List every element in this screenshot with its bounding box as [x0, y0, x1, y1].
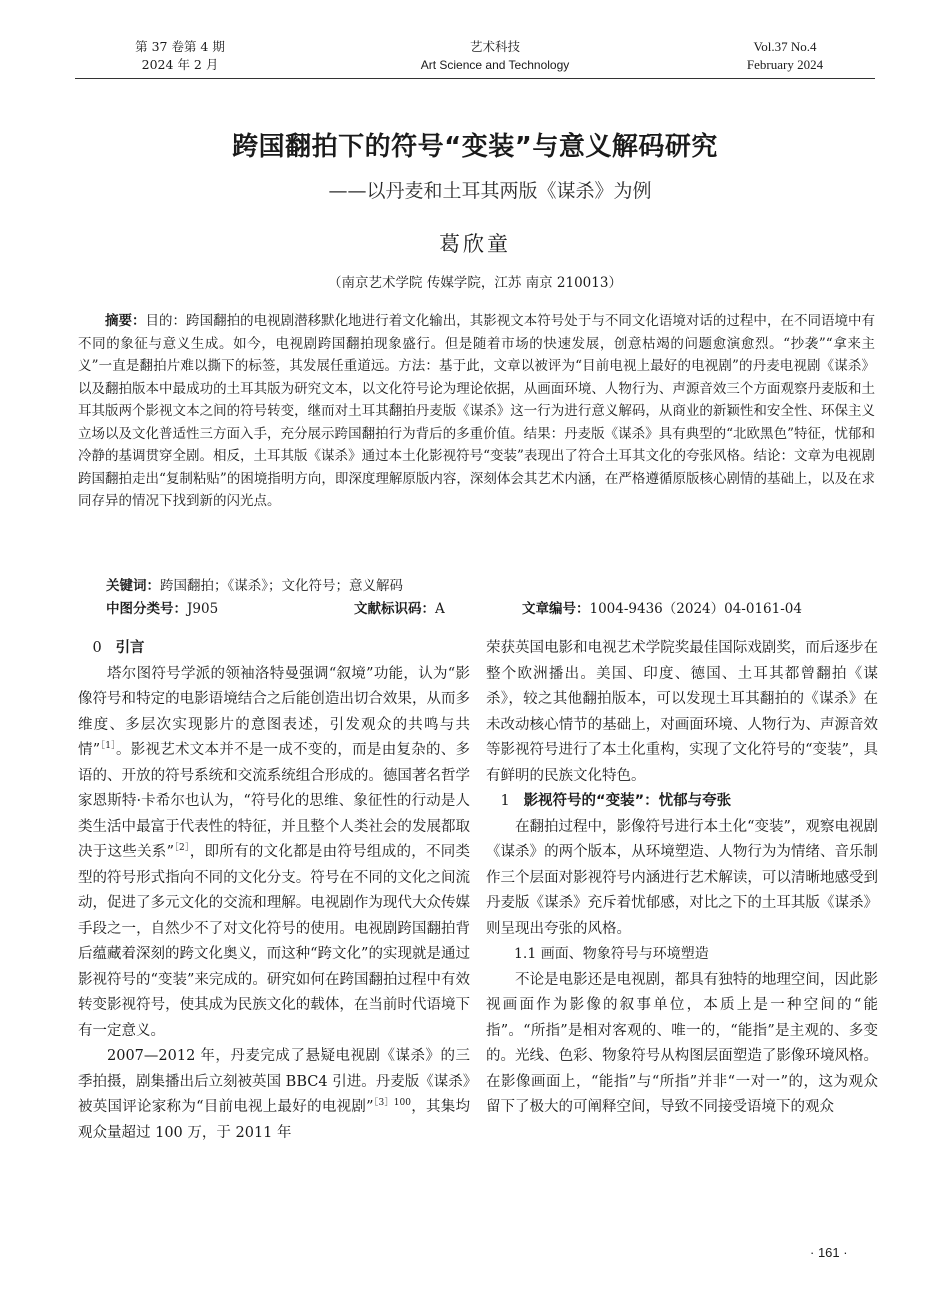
paragraph-text: ，其集均观众量超过 100 万，于 2011 年 — [78, 1099, 471, 1141]
section-number: 1 — [500, 793, 510, 809]
document-code-label: 文献标识码： — [354, 601, 435, 617]
body-paragraph — [78, 662, 470, 1045]
article-number-value: 1004-9436（2024）04-0161-04 — [589, 601, 802, 617]
clc-value: J905 — [187, 601, 219, 617]
paragraph-text: 2007—2012 年，丹麦完成了悬疑电视剧《谋杀》的三季拍摄，剧集播出后立刻被英国 BBC4 引进。丹麦版《谋杀》被英国评论家称为“目前电视上最好的电视剧” — [78, 1048, 470, 1115]
body-column-right — [486, 636, 878, 1121]
header-journal — [420, 38, 570, 74]
paper-title: 跨国翻拍下的符号“变装”与意义解码研究 — [232, 132, 718, 162]
citation: ［1］ — [100, 741, 116, 752]
article-number — [522, 599, 802, 619]
author-name: 葛欣童 — [439, 232, 511, 256]
section-heading-intro — [78, 636, 470, 662]
abstract-text: 目的：跨国翻拍的电视剧潜移默化地进行着文化输出，其影视文本符号处于与不同文化语境对话的过程中，在不同语境中有不同的象征与意义生成。如今，电视剧跨国翻拍现象盛行。但是随着市场的快速发展，创意枯竭的问题愈演愈烈。“抄袭”“拿来主义”一直是翻拍片难以撕下的标签，其发展任重道远。方法：基于此，文章以被评为“目前电视上最好的电视剧”的丹麦电视剧《谋杀》以及翻拍版本中最成功的土耳其版为研究文本，以文化符号论为理论依据，从画面环境、人物行为、声源音效三个方面观察丹麦版和土耳其版两个影视文本之间的符号转变，继而对土耳其翻拍丹麦版《谋杀》这一行为进行意义解码，从商业的新颖性和安全性、环保主义立场以及文化普适性三方面入手，充分展示跨国翻拍行为背后的多重价值。结果：丹麦版《谋杀》具有典型的“北欧黑色”特征，忧郁和冷静的基调贯穿全剧。相反，土耳其版《谋杀》通过本土化影视符号“变装”表现出了符合土耳其文化的夸张风格。结论：文章为电视剧跨国翻拍走出“复制粘贴”的困境指明方向，即深度理解原版内容，深刻体会其艺术内涵，在严格遵循原版核心剧情的基础上，以及在求同存异的情况下找到新的闪光点。 — [78, 313, 876, 509]
header-journal-en: Art Science and Technology — [420, 58, 570, 72]
header-volume-info — [110, 38, 250, 74]
body-paragraph: 在翻拍过程中，影像符号进行本土化“变装”，观察电视剧《谋杀》的两个版本，从环境塑造、人物行为为情绪、音乐制作三个层面对影视符号内涵进行艺术解读，可以清晰地感受到丹麦版《谋杀》充斥着忧郁感，对比之下的土耳其版《谋杀》则呈现出夸张的风格。 — [486, 818, 878, 937]
body-paragraph: 荣获英国电影和电视艺术学院奖最佳国际戏剧奖，而后逐步在整个欧洲播出。美国、印度、德国、土耳其都曾翻拍《谋杀》，较之其他翻拍版本，可以发现土耳其翻拍的《谋杀》在未改动核心情节的基础上，对画面环境、人物行为、声源音效等影视符号进行了本土化重构，实现了文化符号的“变装”，具有鲜明的民族文化特色。 — [486, 640, 878, 784]
keywords — [106, 576, 876, 596]
paragraph-text: 。影视艺术文本并不是一成不变的，而是由复杂的、多语的、开放的符号系统和交流系统组合形成的。德国著名哲学家恩斯特·卡希尔也认为，“符号化的思维、象征性的行动是人类生活中最富于代表性的特征，并且整个人类社会的发展都取决于这些关系” — [78, 742, 470, 860]
header-volume-info-en — [715, 38, 855, 74]
section-title: 影视符号的“变装”：忧郁与夸张 — [523, 793, 732, 809]
body-paragraph: 不论是电影还是电视剧，都具有独特的地理空间，因此影视画面作为影像的叙事单位，本质上是一种空间的“能指”。“所指”是相对客观的、唯一的，“能指”是主观的、多变的。光线、色彩、物象符号从构图层面塑造了影像环境风格。在影像画面上，“能指”与“所指”并非“一对一”的，这为观众留下了极大的可阐释空间，导致不同接受语境下的观众 — [486, 971, 878, 1115]
document-code-value: A — [435, 601, 445, 617]
body-column-left — [78, 636, 470, 1146]
header-divider — [75, 78, 875, 79]
article-number-label: 文章编号： — [522, 601, 590, 617]
keywords-text: 跨国翻拍；《谋杀》；文化符号；意义解码 — [160, 578, 403, 594]
section-title: 引言 — [115, 640, 145, 656]
keywords-label: 关键词： — [106, 578, 160, 594]
paragraph-text: ，即所有的文化都是由符号组成的，不同类型的符号形式指向不同的文化分支。符号在不同的文化之间流动，促进了多元文化的交流和理解。电视剧作为现代大众传媒手段之一，自然少不了对文化符号的使用。电视剧跨国翻拍背后蕴藏着深刻的跨文化奥义，而这种“跨文化”的实现就是通过影视符号的“变装”来完成的。研究如何在跨国翻拍过程中有效转变影视符号，使其成为民族文化的载体，在当前时代语境下有一定意义。 — [78, 844, 471, 1039]
running-header — [75, 38, 875, 78]
clc-number — [106, 599, 218, 619]
abstract — [78, 310, 875, 513]
subsection-heading-1-1: 1.1 画面、物象符号与环境塑造 — [514, 946, 709, 962]
header-date-en: February 2024 — [746, 57, 824, 72]
paragraph-text: 塔尔图符号学派的领袖洛特曼强调“叙境”功能，认为“影像符号和特定的电影语境结合之后能创造出切合效果，从而多维度、多层次实现影片的意图表述，引发观众的共鸣与共情” — [78, 665, 470, 758]
paper-subtitle: ——以丹麦和土耳其两版《谋杀》为例 — [328, 180, 652, 202]
section-heading-1 — [486, 789, 878, 815]
body-paragraph — [78, 1044, 470, 1146]
header-date: 2024 年 2 月 — [141, 57, 219, 72]
clc-label: 中图分类号： — [106, 601, 187, 617]
header-volume: 第 37 卷第 4 期 — [135, 39, 225, 54]
header-volume-en: Vol.37 No.4 — [753, 39, 817, 54]
header-journal-cn: 艺术科技 — [469, 39, 520, 54]
page-number: · 161 · — [810, 1245, 848, 1260]
author-affiliation: （南京艺术学院 传媒学院，江苏 南京 210013） — [328, 275, 622, 291]
document-code — [354, 599, 445, 619]
citation: ［3］100 — [373, 1098, 411, 1109]
section-number: 0 — [92, 640, 102, 656]
classification-line — [106, 599, 876, 621]
abstract-label: 摘要： — [105, 313, 146, 329]
citation: ［2］ — [174, 843, 190, 854]
